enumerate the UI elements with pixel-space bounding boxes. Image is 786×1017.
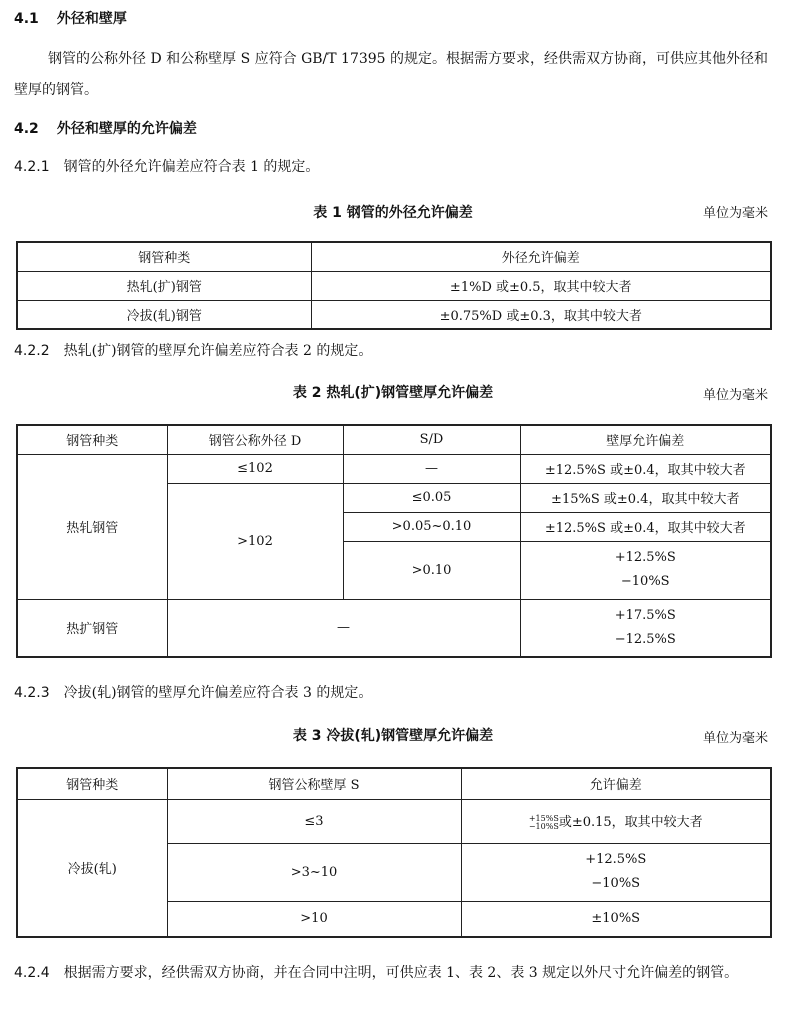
table-1-unit: 单位为毫米 xyxy=(702,206,768,221)
table-cell: >102 xyxy=(167,483,343,599)
table-row xyxy=(17,599,771,657)
table-2-header-row xyxy=(17,425,771,454)
table-cell: ±1%D 或±0.5，取其中较大者 xyxy=(311,271,771,300)
table-cell: +17.5%S −12.5%S xyxy=(520,599,771,657)
table-cell: — xyxy=(343,454,520,483)
table-cell: ±12.5%S 或±0.4，取其中较大者 xyxy=(520,512,771,541)
table-1-header: 钢管种类 xyxy=(17,242,311,271)
table-cell: 热轧(扩)钢管 xyxy=(17,271,311,300)
table-cell: ≤102 xyxy=(167,454,343,483)
table-cell: — xyxy=(167,599,520,657)
table-1 xyxy=(16,241,772,330)
table-cell: 冷拔(轧) xyxy=(17,799,167,937)
table-3-unit: 单位为毫米 xyxy=(702,731,768,746)
table-2-caption: 表 2 热轧(扩)钢管壁厚允许偏差 xyxy=(292,385,494,401)
table-1-header: 外径允许偏差 xyxy=(311,242,771,271)
table-cell: ±0.75%D 或±0.3，取其中较大者 xyxy=(311,300,771,329)
section-4-1-heading: 4.1 外径和壁厚 xyxy=(14,11,127,27)
table-cell: 热轧钢管 xyxy=(17,454,167,599)
table-3-header-row xyxy=(17,768,771,799)
table-cell: 热扩钢管 xyxy=(17,599,167,657)
table-1-caption: 表 1 钢管的外径允许偏差 xyxy=(313,205,473,221)
table-row xyxy=(17,454,771,483)
table-cell: +12.5%S −10%S xyxy=(520,541,771,599)
table-2-header: 壁厚允许偏差 xyxy=(520,425,771,454)
section-4-2-heading: 4.2 外径和壁厚的允许偏差 xyxy=(14,121,197,137)
table-cell: >0.05~0.10 xyxy=(343,512,520,541)
section-4-2-2: 4.2.2 热轧(扩)钢管的壁厚允许偏差应符合表 2 的规定。 xyxy=(14,343,373,359)
table-2-header: 钢管种类 xyxy=(17,425,167,454)
table-cell: >0.10 xyxy=(343,541,520,599)
section-4-2-4: 4.2.4 根据需方要求，经供需双方协商，并在合同中注明，可供应表 1、表 2、表 3 规定以外尺寸允许偏差的钢管。 xyxy=(14,965,739,981)
table-2 xyxy=(16,424,772,658)
table-cell: ±10%S xyxy=(461,901,771,937)
table-cell: 冷拔(轧)钢管 xyxy=(17,300,311,329)
table-row xyxy=(17,300,771,329)
table-3-header: 钢管公称壁厚 S xyxy=(167,768,461,799)
table-3-header: 允许偏差 xyxy=(461,768,771,799)
table-2-header: 钢管公称外径 D xyxy=(167,425,343,454)
table-2-unit: 单位为毫米 xyxy=(702,388,768,403)
table-1-header-row xyxy=(17,242,771,271)
table-cell: ±15%S 或±0.4，取其中较大者 xyxy=(520,483,771,512)
table-cell: >10 xyxy=(167,901,461,937)
table-cell: +12.5%S −10%S xyxy=(461,843,771,901)
table-cell: >3~10 xyxy=(167,843,461,901)
section-4-2-1: 4.2.1 钢管的外径允许偏差应符合表 1 的规定。 xyxy=(14,159,320,175)
table-3-header: 钢管种类 xyxy=(17,768,167,799)
section-4-1-paragraph: 钢管的公称外径 D 和公称壁厚 S 应符合 GB/T 17395 的规定。根据需方要求，经供需双方协商，可供应其他外径和壁厚的钢管。 xyxy=(14,51,769,98)
table-3 xyxy=(16,767,772,938)
table-cell: +15%S −10%S或±0.15，取其中较大者 xyxy=(461,799,771,843)
table-cell: ≤0.05 xyxy=(343,483,520,512)
table-row xyxy=(17,271,771,300)
section-4-2-3: 4.2.3 冷拔(轧)钢管的壁厚允许偏差应符合表 3 的规定。 xyxy=(14,685,373,701)
table-cell: ±12.5%S 或±0.4，取其中较大者 xyxy=(520,454,771,483)
table-cell: ≤3 xyxy=(167,799,461,843)
table-row xyxy=(17,799,771,843)
table-2-header: S/D xyxy=(343,425,520,454)
table-3-caption: 表 3 冷拔(轧)钢管壁厚允许偏差 xyxy=(292,728,494,744)
